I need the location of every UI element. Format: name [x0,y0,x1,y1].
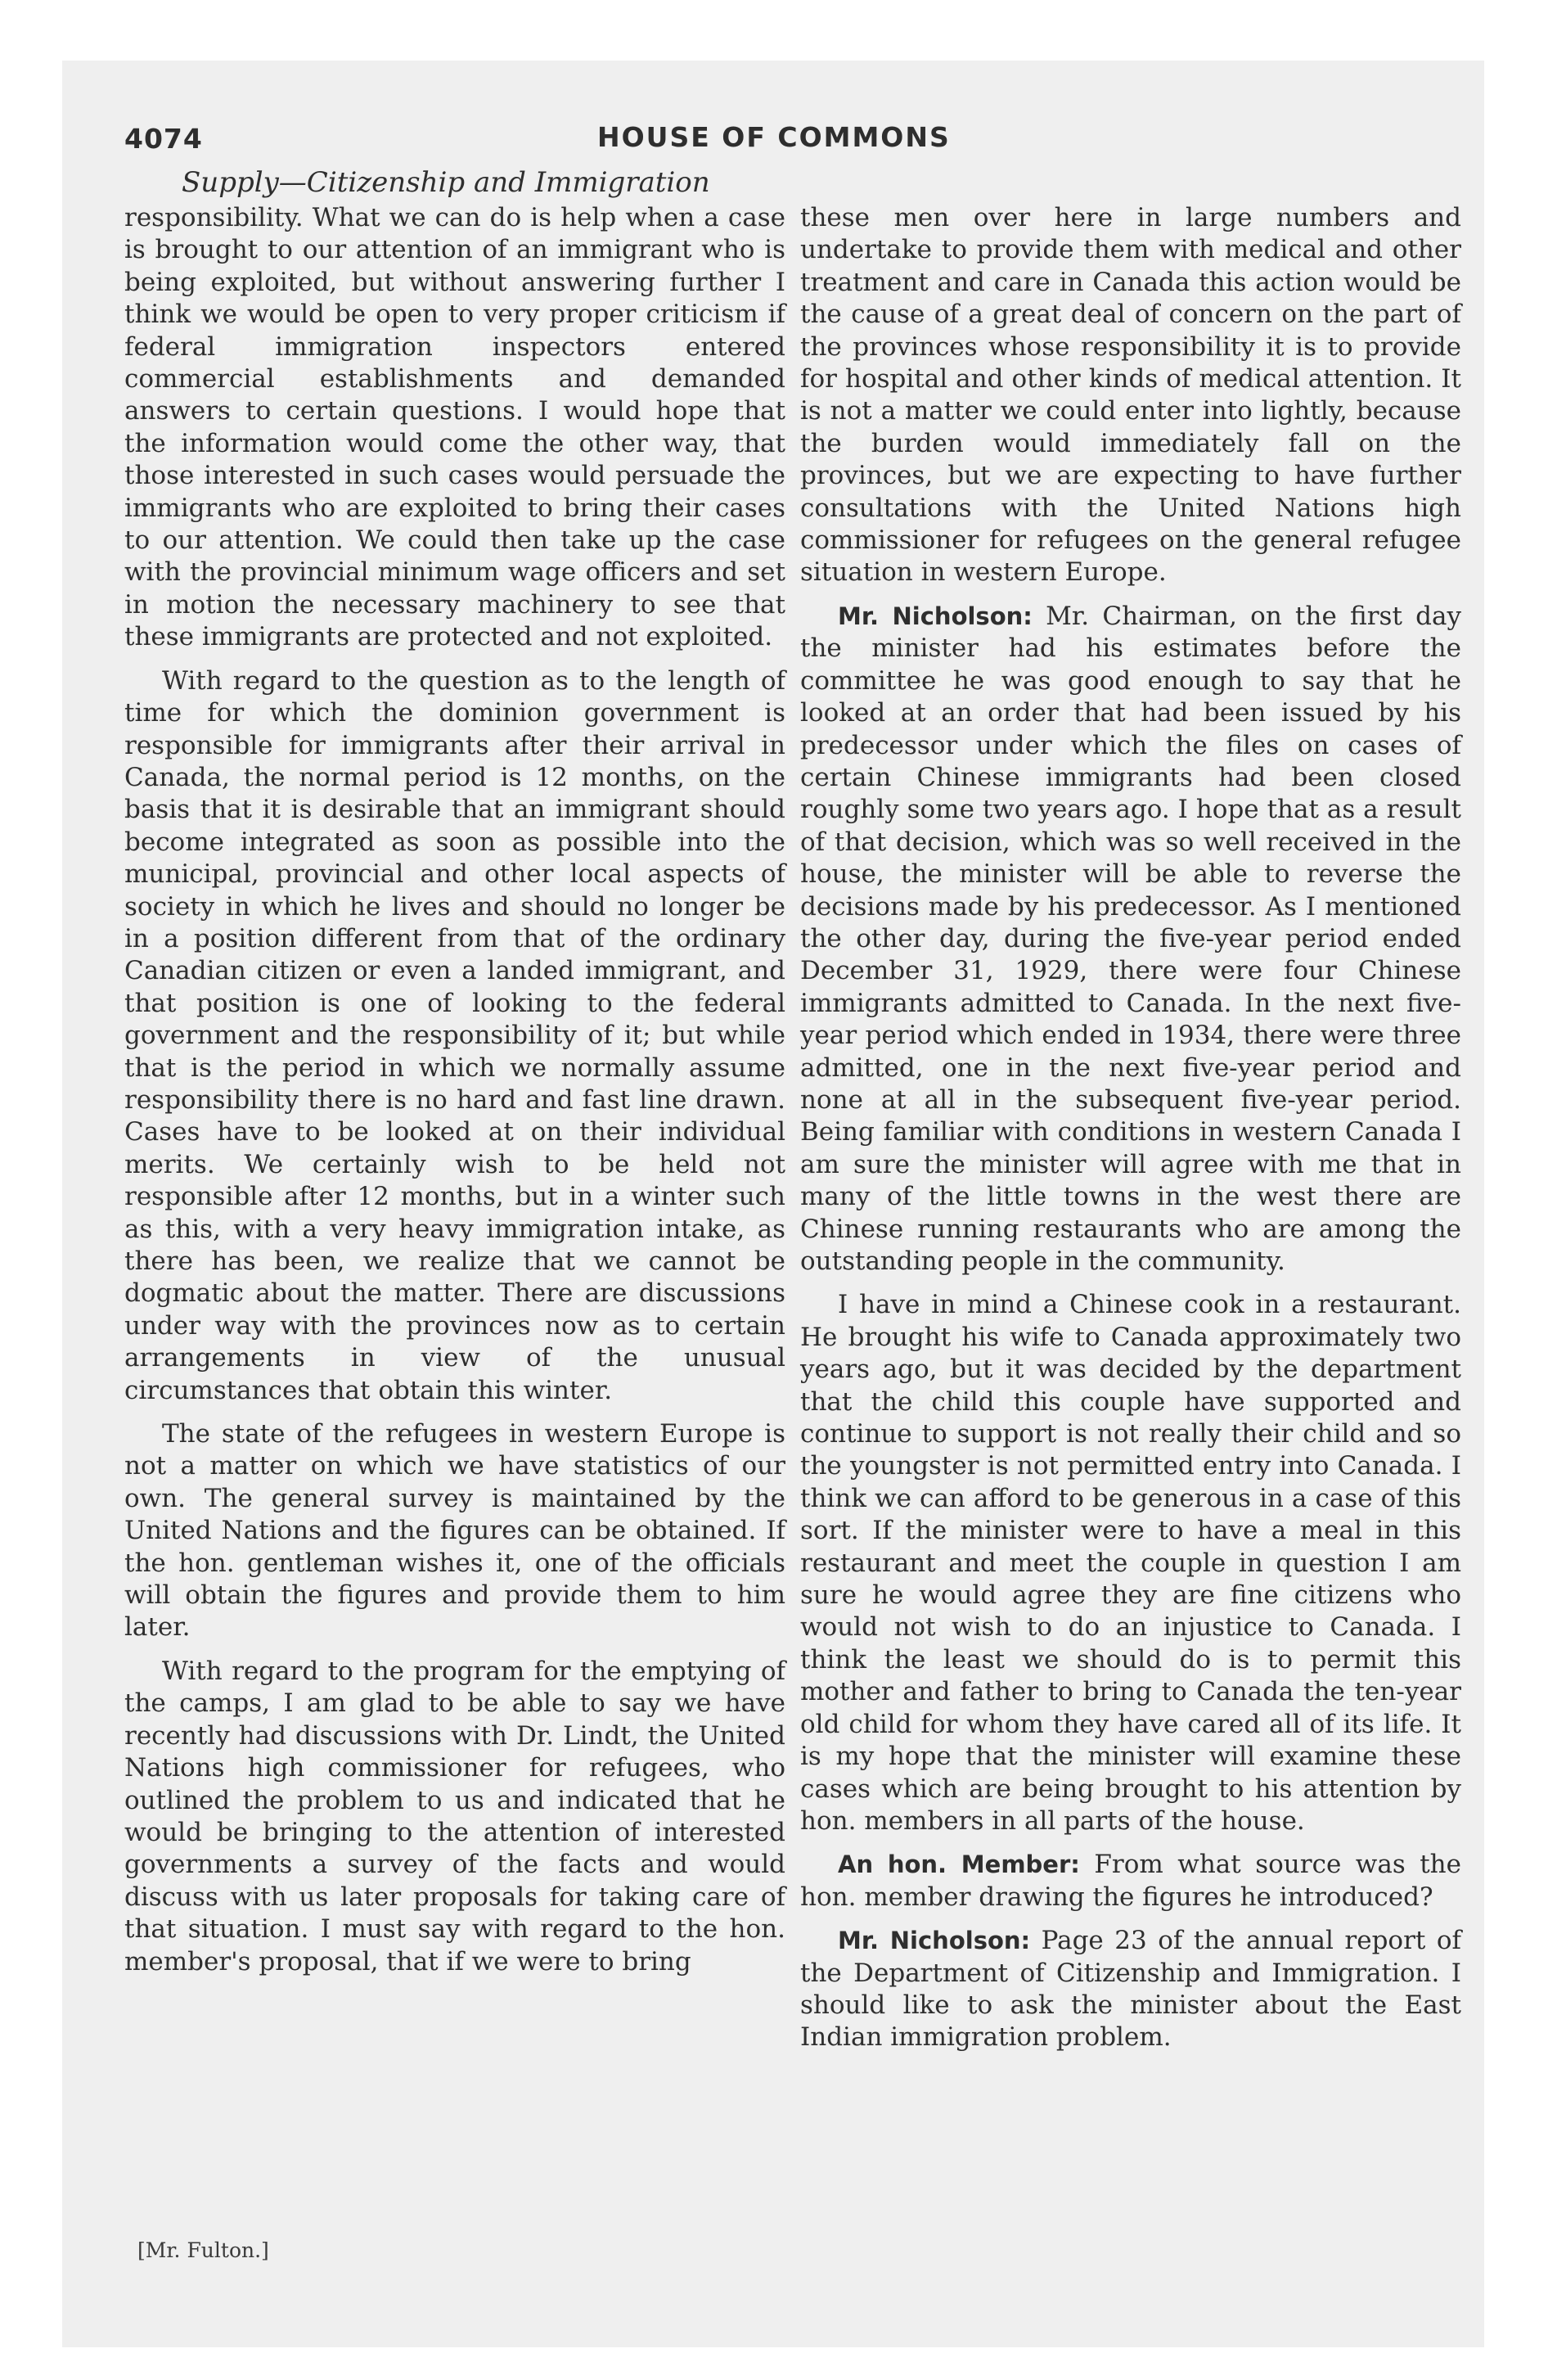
footer-speaker-reference: [Mr. Fulton.] [137,2238,269,2262]
paragraph: responsibility. What we can do is help when a case is brought to our attention of an immigrant who is being exploited, but without answering further I think we would be open to very proper criticism if federal immigration inspectors entered commercial establishments and demanded answers to certain questions. I would hope that the information would come the other way, that those interested in such cases would persuade the immigrants who are exploited to bring their cases to our attention. We could then take up the case with the provincial minimum wage officers and set in motion the necessary machinery to see that these immigrants are protected and not exploited. [124,203,785,652]
speaker-label: Mr. Nicholson: [838,602,1033,630]
section-subtitle: Supply—Citizenship and Immigration [182,166,710,199]
page-header-title: HOUSE OF COMMONS [597,121,951,153]
speech-paragraph [800,601,1461,1278]
paragraph: The state of the refugees in western Europe is not a matter on which we have statistics of our own. The general survey is maintained by the United Nations and the figures can be obtained. If the hon. gentleman wishes it, one of the officials will obtain the figures and provide them to him later. [124,1419,785,1643]
speaker-label: Mr. Nicholson: [838,1927,1031,1955]
paragraph: I have in mind a Chinese cook in a restaurant. He brought his wife to Canada approximately two years ago, but it was decided by the department that the child this couple have supported and continue to support is not really their child and so the youngster is not permitted entry into Canada. I think we can afford to be generous in a case of this sort. If the minister were to have a meal in this restaurant and meet the couple in question I am sure he would agree they are fine citizens who would not wish to do an injustice to Canada. I think the least we should do is to permit this mother and father to bring to Canada the ten-year old child for whom they have cared all of its life. It is my hope that the minister will examine these cases which are being brought to his attention by hon. members in all parts of the house. [800,1290,1461,1836]
speech-paragraph [800,1925,1461,2054]
left-column [124,202,785,1990]
speech-text: Page 23 of the annual report of the Department of Citizenship and Immigration. I should like to ask the minister about the East Indian immigration problem. [800,1926,1461,2053]
speech-paragraph [800,1849,1461,1913]
paragraph: With regard to the program for the emptying of the camps, I am glad to be able to say we have recently had discussions with Dr. Lindt, the United Nations high commissioner for refugees, who outlined the problem to us and indicated that he would be bringing to the attention of interested governments a survey of the facts and would discuss with us later proposals for taking care of that situation. I must say with regard to the hon. member's proposal, that if we were to bring [124,1656,785,1977]
right-column [800,202,1461,2066]
paragraph: these men over here in large numbers and undertake to provide them with medical and other treatment and care in Canada this action would be the cause of a great deal of concern on the part of the provinces whose responsibility it is to provide for hospital and other kinds of medical attention. It is not a matter we could enter into lightly, because the burden would immediately fall on the provinces, but we are expecting to have further consultations with the United Nations high commissioner for refugees on the general refugee situation in western Europe. [800,203,1461,588]
page-number: 4074 [124,123,203,155]
speech-text: Mr. Chairman, on the first day the minister had his estimates before the committee he was good enough to say that he looked at an order that had been issued by his predecessor under which the files on cases of certain Chinese immigrants had been closed roughly some two years ago. I hope that as a result of that decision, which was so well received in the house, the minister will be able to reverse the decisions made by his predecessor. As I mentioned the other day, during the five-year period ended December 31, 1929, there were four Chinese immigrants admitted to Canada. In the next five-year period which ended in 1934, there were three admitted, one in the next five-year period and none at all in the subsequent five-year period. Being familiar with conditions in western Canada I am sure the minister will agree with me that in many of the little towns in the west there are Chinese running restaurants who are among the outstanding people in the community. [800,601,1461,1276]
speech-text: From what source was the hon. member drawing the figures he introduced? [800,1850,1461,1912]
paragraph: With regard to the question as to the length of time for which the dominion government is responsible for immigrants after their arrival in Canada, the normal period is 12 months, on the basis that it is desirable that an immigrant should become integrated as soon as possible into the municipal, provincial and other local aspects of society in which he lives and should no longer be in a position different from that of the ordinary Canadian citizen or even a landed immigrant, and that position is one of looking to the federal government and the responsibility of it; but while that is the period in which we normally assume responsibility there is no hard and fast line drawn. Cases have to be looked at on their individual merits. We certainly wish to be held not responsible after 12 months, but in a winter such as this, with a very heavy immigration intake, as there has been, we realize that we cannot be dogmatic about the matter. There are discussions under way with the provinces now as to certain arrangements in view of the unusual circumstances that obtain this winter. [124,665,785,1405]
speaker-label: An hon. Member: [838,1850,1080,1879]
